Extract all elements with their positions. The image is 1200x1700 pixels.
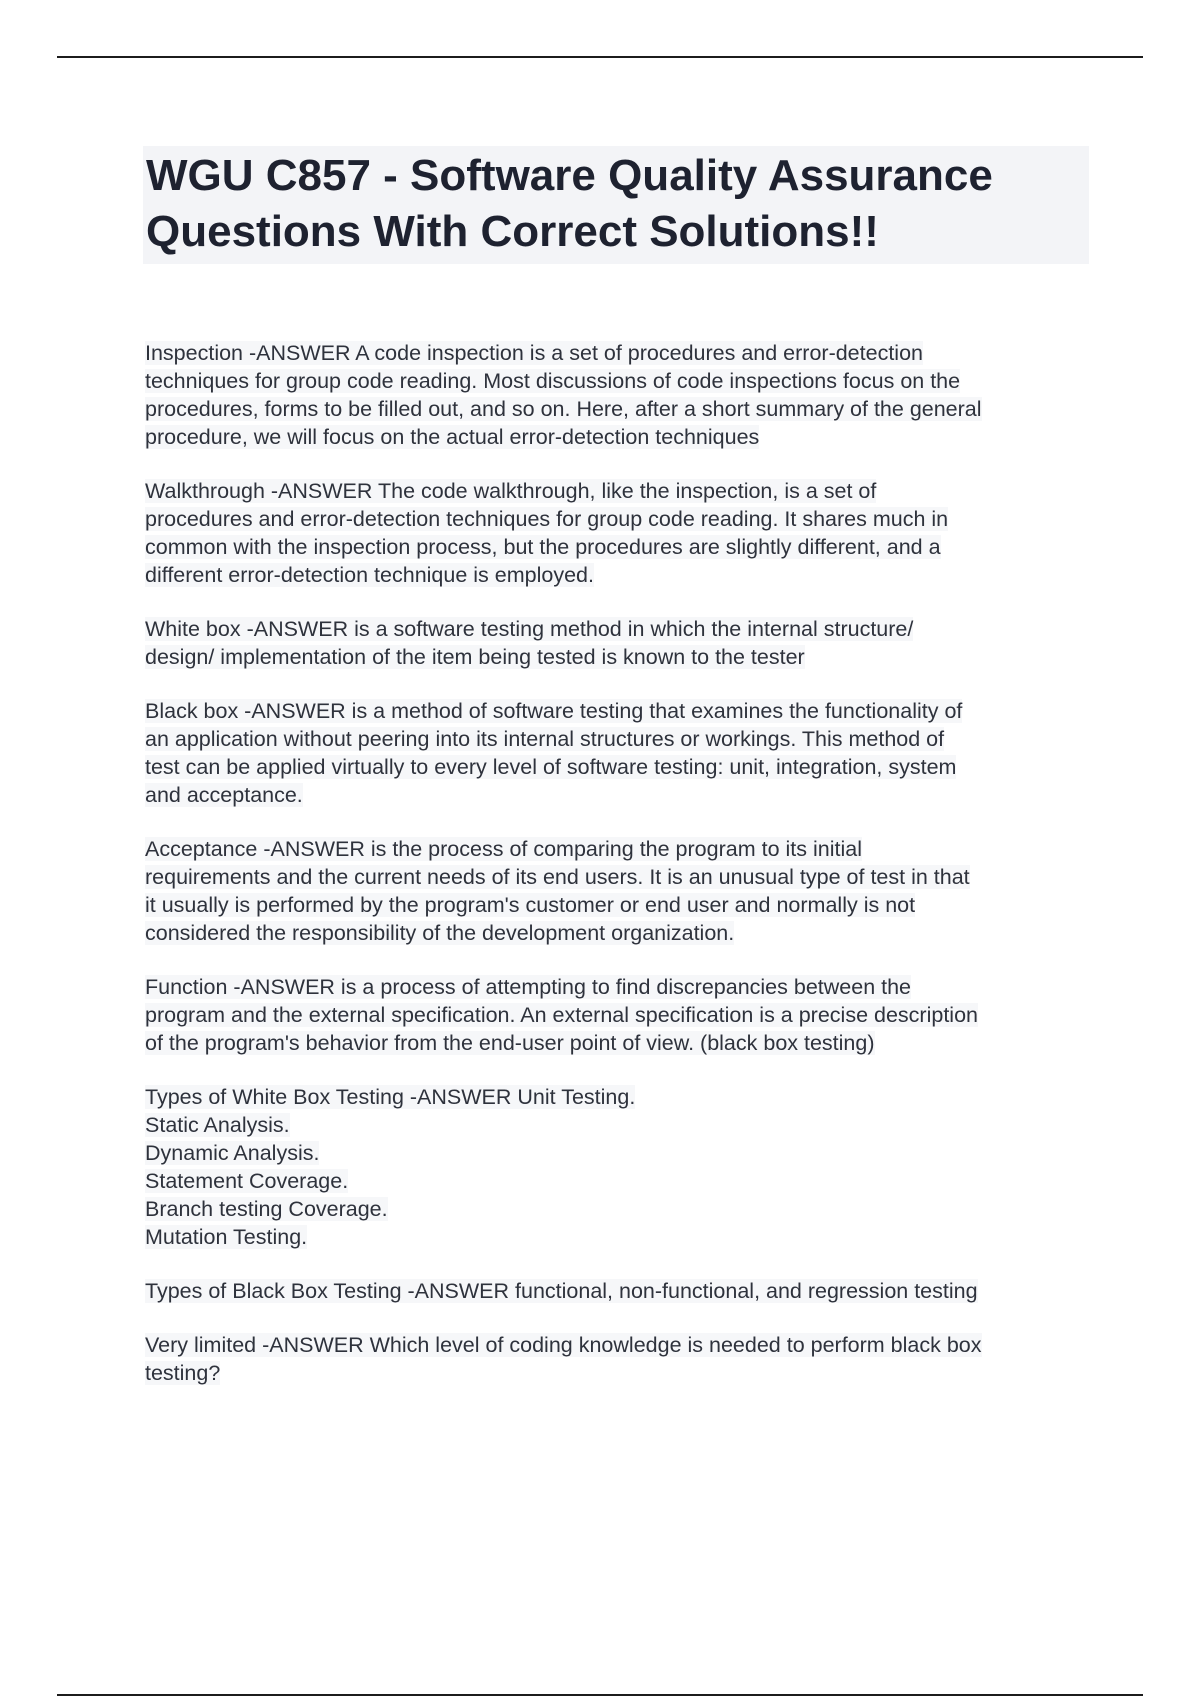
- entry-line: design/ implementation of the item being tested is known to the tester: [145, 645, 805, 669]
- entry-line: and acceptance.: [145, 783, 303, 807]
- entry-line: test can be applied virtually to every level of software testing: unit, integration, system: [145, 755, 957, 779]
- entry-line: an application without peering into its internal structures or workings. This method of: [145, 727, 945, 751]
- qa-entry-white-box: [145, 615, 1095, 671]
- entry-line: techniques for group code reading. Most discussions of code inspections focus on the: [145, 369, 961, 393]
- bottom-rule: [57, 1694, 1143, 1696]
- page-title: [143, 146, 1089, 264]
- entry-line: Very limited -ANSWER Which level of coding knowledge is needed to perform black box: [145, 1333, 982, 1357]
- entry-line: Branch testing Coverage.: [145, 1197, 388, 1221]
- entry-line: it usually is performed by the program's customer or end user and normally is not: [145, 893, 916, 917]
- entry-line: requirements and the current needs of its end users. It is an unusual type of test in that: [145, 865, 970, 889]
- entry-line: Types of White Box Testing -ANSWER Unit Testing.: [145, 1085, 636, 1109]
- top-rule: [57, 56, 1143, 58]
- entry-line: White box -ANSWER is a software testing method in which the internal structure/: [145, 617, 914, 641]
- entry-line: Dynamic Analysis.: [145, 1141, 320, 1165]
- qa-list: [145, 339, 1095, 1413]
- entry-line: Static Analysis.: [145, 1113, 290, 1137]
- title-line: Questions With Correct Solutions!!: [146, 207, 879, 256]
- qa-entry-black-box: [145, 697, 1095, 809]
- entry-line: Function -ANSWER is a process of attempting to find discrepancies between the: [145, 975, 912, 999]
- entry-line: program and the external specification. An external specification is a precise description: [145, 1003, 978, 1027]
- qa-entry-very-limited: [145, 1331, 1095, 1387]
- entry-line: Statement Coverage.: [145, 1169, 349, 1193]
- entry-line: procedures and error-detection techniques for group code reading. It shares much in: [145, 507, 949, 531]
- entry-line: of the program's behavior from the end-user point of view. (black box testing): [145, 1031, 875, 1055]
- qa-entry-inspection: [145, 339, 1095, 451]
- entry-line: considered the responsibility of the development organization.: [145, 921, 735, 945]
- qa-entry-acceptance: [145, 835, 1095, 947]
- title-line: WGU C857 - Software Quality Assurance: [146, 151, 993, 200]
- qa-entry-function: [145, 973, 1095, 1057]
- entry-line: Walkthrough -ANSWER The code walkthrough, like the inspection, is a set of: [145, 479, 877, 503]
- entry-line: Mutation Testing.: [145, 1225, 308, 1249]
- entry-line: procedures, forms to be filled out, and so on. Here, after a short summary of the general: [145, 397, 982, 421]
- entry-line: Black box -ANSWER is a method of software testing that examines the functionality of: [145, 699, 963, 723]
- qa-entry-white-box-types: [145, 1083, 1095, 1251]
- entry-line: procedure, we will focus on the actual error-detection techniques: [145, 425, 760, 449]
- entry-line: common with the inspection process, but the procedures are slightly different, and a: [145, 535, 941, 559]
- entry-line: Acceptance -ANSWER is the process of comparing the program to its initial: [145, 837, 862, 861]
- qa-entry-black-box-types: [145, 1277, 1095, 1305]
- entry-line: different error-detection technique is employed.: [145, 563, 594, 587]
- entry-line: testing?: [145, 1361, 221, 1385]
- entry-line: Inspection -ANSWER A code inspection is a set of procedures and error-detection: [145, 341, 923, 365]
- qa-entry-walkthrough: [145, 477, 1095, 589]
- entry-line: Types of Black Box Testing -ANSWER functional, non-functional, and regression testing: [145, 1279, 978, 1303]
